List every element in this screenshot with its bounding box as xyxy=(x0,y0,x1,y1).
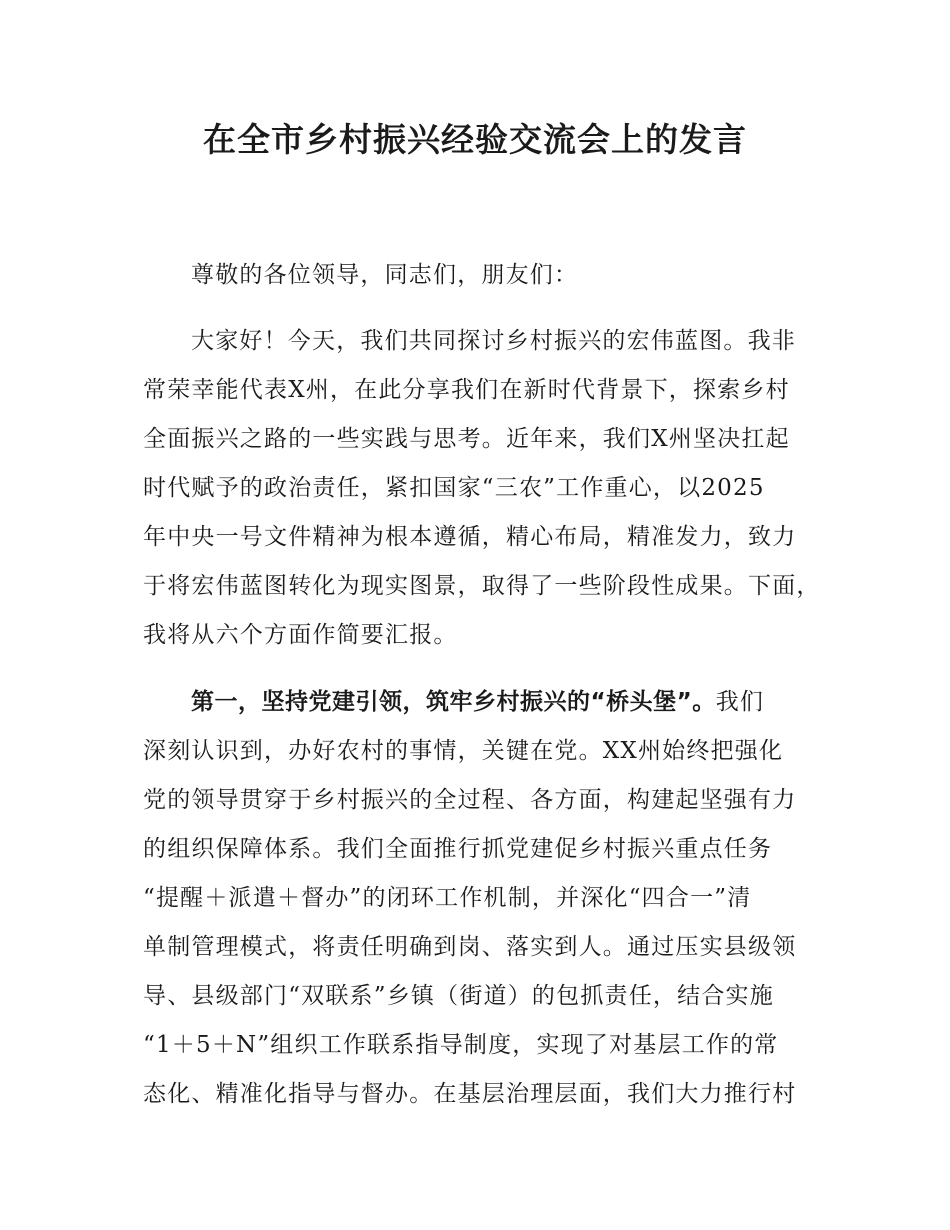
section-line: 深刻认识到，办好农村的事情，关键在党。XX州始终把强化 xyxy=(143,738,784,764)
section-line: “提醒＋派遣＋督办”的闭环工作机制，并深化“四合一”清 xyxy=(143,885,752,911)
section-first-line-rest: 我们 xyxy=(715,689,765,715)
intro-line: 于将宏伟蓝图转化为现实图景，取得了一些阶段性成果。下面， xyxy=(143,573,821,599)
salutation: 尊敬的各位领导，同志们，朋友们： xyxy=(191,262,579,288)
section-line: 态化、精准化指导与督办。在基层治理层面，我们大力推行村 xyxy=(143,1081,797,1107)
section-line: 导、县级部门“双联系”乡镇（街道）的包抓责任，结合实施 xyxy=(143,983,774,1009)
document-title: 在全市乡村振兴经验交流会上的发言 xyxy=(203,120,747,159)
intro-line: 我将从六个方面作简要汇报。 xyxy=(143,622,458,648)
intro-line: 大家好！今天，我们共同探讨乡村振兴的宏伟蓝图。我非 xyxy=(191,328,796,354)
intro-line: 年中央一号文件精神为根本遵循，精心布局，精准发力，致力 xyxy=(143,524,797,550)
section-line: 的组织保障体系。我们全面推行抓党建促乡村振兴重点任务 xyxy=(143,836,773,862)
section-line: “1＋5＋N”组织工作联系指导制度，实现了对基层工作的常 xyxy=(143,1032,779,1058)
intro-line: 全面振兴之路的一些实践与思考。近年来，我们X州坚决扛起 xyxy=(143,426,790,452)
section-heading: 第一，坚持党建引领，筑牢乡村振兴的“桥头堡”。 xyxy=(191,689,716,715)
section-line: 党的领导贯穿于乡村振兴的全过程、各方面，构建起坚强有力 xyxy=(143,787,797,813)
intro-line: 常荣幸能代表X州，在此分享我们在新时代背景下，探索乡村 xyxy=(143,377,790,403)
section-line: 单制管理模式，将责任明确到岗、落实到人。通过压实县级领 xyxy=(143,934,797,960)
section-first-line xyxy=(191,685,764,719)
intro-line: 时代赋予的政治责任，紧扣国家“三农”工作重心，以2025 xyxy=(143,475,765,501)
